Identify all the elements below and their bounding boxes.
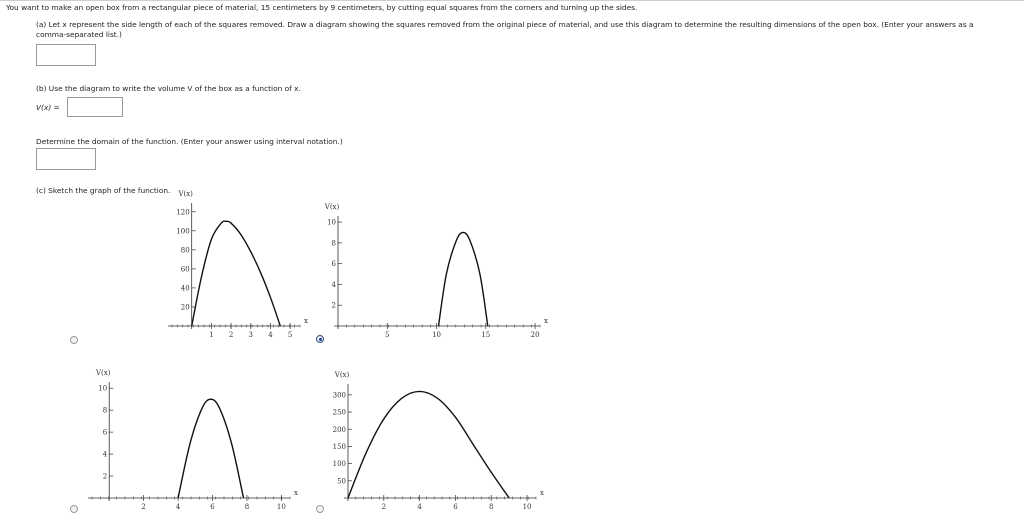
x-tick-label: 2 xyxy=(141,503,146,511)
dimensions-answer-input[interactable] xyxy=(36,44,96,66)
y-tick-label: 50 xyxy=(337,477,346,486)
y-axis-label: V(x) xyxy=(95,369,111,377)
y-tick-label: 6 xyxy=(102,428,108,437)
x-tick-label: 5 xyxy=(385,331,390,339)
y-tick-label: 200 xyxy=(332,425,346,434)
y-tick-label: 10 xyxy=(327,218,336,227)
x-tick-label: 6 xyxy=(210,503,215,511)
x-tick-label: 20 xyxy=(530,331,540,339)
volume-label: V(x) = xyxy=(36,103,60,112)
x-tick-label: 2 xyxy=(381,503,387,511)
x-tick-label: 5 xyxy=(287,331,293,339)
y-tick-label: 10 xyxy=(98,384,108,393)
y-tick-label: 80 xyxy=(180,246,190,255)
x-tick-label: 6 xyxy=(453,503,458,511)
x-axis-label: x xyxy=(544,317,548,325)
x-tick-label: 10 xyxy=(432,331,441,339)
x-tick-label: 1 xyxy=(209,331,214,339)
y-tick-label: 150 xyxy=(332,442,346,451)
y-tick-label: 4 xyxy=(331,280,336,289)
graph-option-1-chart xyxy=(70,190,308,356)
x-axis-label: x xyxy=(294,489,298,497)
y-tick-label: 300 xyxy=(332,391,346,400)
graph-option-3-chart xyxy=(70,366,300,526)
part-a-prompt-continued: comma-separated list.) xyxy=(36,30,122,39)
x-tick-label: 10 xyxy=(276,503,286,511)
y-axis-label: V(x) xyxy=(334,371,350,379)
part-a-prompt: (a) Let x represent the side length of each of the squares removed. Draw a diagram showing the squares removed from the original piece of material, and use this diagram to determine the resulting dimensions of the open box. (Enter your answers as a xyxy=(36,20,974,29)
y-axis-label: V(x) xyxy=(178,190,193,198)
y-tick-label: 2 xyxy=(331,301,336,310)
y-tick-label: 40 xyxy=(180,284,190,293)
top-divider xyxy=(0,0,1024,1)
y-tick-label: 8 xyxy=(331,239,336,248)
graph-option-2-chart xyxy=(316,196,546,356)
y-tick-label: 4 xyxy=(102,450,108,459)
graph-option-4-chart xyxy=(316,366,546,526)
y-tick-label: 8 xyxy=(102,406,108,415)
y-tick-label: 250 xyxy=(332,408,346,417)
domain-answer-input[interactable] xyxy=(36,148,96,170)
volume-answer-input[interactable] xyxy=(67,97,123,117)
x-tick-label: 8 xyxy=(244,503,250,511)
domain-prompt: Determine the domain of the function. (Enter your answer using interval notation.) xyxy=(36,137,343,146)
volume-curve xyxy=(178,399,243,498)
y-axis-label: V(x) xyxy=(324,203,340,211)
y-tick-label: 20 xyxy=(180,303,190,312)
volume-curve xyxy=(439,232,488,326)
y-tick-label: 100 xyxy=(332,460,346,469)
part-c-prompt: (c) Sketch the graph of the function. xyxy=(36,186,171,195)
x-tick-label: 8 xyxy=(489,503,494,511)
x-tick-label: 10 xyxy=(522,503,532,511)
y-tick-label: 60 xyxy=(180,265,190,274)
part-b-prompt: (b) Use the diagram to write the volume V of the box as a function of x. xyxy=(36,84,301,93)
volume-curve xyxy=(348,391,509,498)
x-axis-label: x xyxy=(540,489,544,497)
y-tick-label: 2 xyxy=(102,472,108,481)
volume-curve xyxy=(192,221,281,326)
x-tick-label: 2 xyxy=(228,331,234,339)
x-tick-label: 4 xyxy=(175,503,181,511)
x-tick-label: 3 xyxy=(248,331,254,339)
y-tick-label: 6 xyxy=(331,260,336,269)
x-tick-label: 4 xyxy=(268,331,273,339)
x-axis-label: x xyxy=(304,317,308,325)
x-tick-label: 15 xyxy=(481,331,491,339)
problem-intro: You want to make an open box from a rectangular piece of material, 15 centimeters by 9 centimeters, by cutting equal squares from the corners and turning up the sides. xyxy=(6,3,638,12)
y-tick-label: 100 xyxy=(176,227,190,236)
x-tick-label: 4 xyxy=(417,503,422,511)
y-tick-label: 120 xyxy=(176,208,190,217)
